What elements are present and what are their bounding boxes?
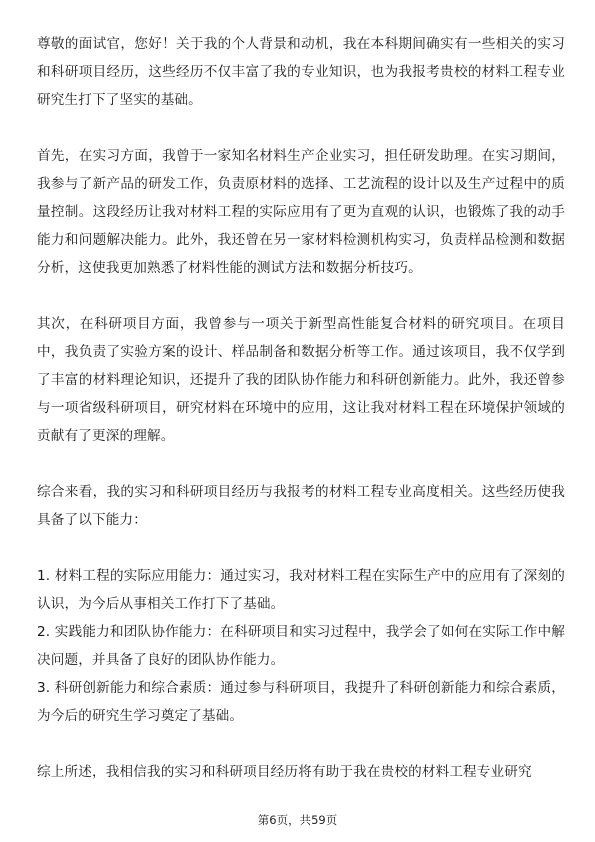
paragraph-greeting: 尊敬的面试官，您好！关于我的个人背景和动机，我在本科期间确实有一些相关的实习和科研项目经历，这些经历不仅丰富了我的专业知识，也为我报考贵校的材料工程专业研究生打下了坚实的基础。 bbox=[37, 36, 565, 108]
paragraph-summary: 综合来看，我的实习和科研项目经历与我报考的材料工程专业高度相关。这些经历使我具备了以下能力： bbox=[37, 484, 565, 528]
paragraph-internship: 首先，在实习方面，我曾于一家知名材料生产企业实习，担任研发助理。在实习期间，我参与了新产品的研发工作，负责原材料的选择、工艺流程的设计以及生产过程中的质量控制。这段经历让我对材料工程的实际应用有了更为直观的认识，也锻炼了我的动手能力和问题解决能力。此外，我还曾在另一家材料检测机构实习，负责样品检测和数据分析，这使我更加熟悉了材料性能的测试方法和数据分析技巧。 bbox=[37, 148, 565, 276]
page-number: 第6页，共59页 bbox=[257, 813, 338, 827]
list-item: 1. 材料工程的实际应用能力：通过实习，我对材料工程在实际生产中的应用有了深刻的认识，为今后从事相关工作打下了基础。 bbox=[37, 568, 565, 612]
paragraph-research: 其次，在科研项目方面，我曾参与一项关于新型高性能复合材料的研究项目。在项目中，我负责了实验方案的设计、样品制备和数据分析等工作。通过该项目，我不仅学到了丰富的材料理论知识，还提升了我的团队协作能力和科研创新能力。此外，我还曾参与一项省级科研项目，研究材料在环境中的应用，这让我对材料工程在环境保护领域的贡献有了更深的理解。 bbox=[37, 316, 565, 444]
document-body bbox=[37, 30, 565, 786]
list-item: 3. 科研创新能力和综合素质：通过参与科研项目，我提升了科研创新能力和综合素质，为今后的研究生学习奠定了基础。 bbox=[37, 680, 565, 724]
list-item: 2. 实践能力和团队协作能力：在科研项目和实习过程中，我学会了如何在实际工作中解决问题，并具备了良好的团队协作能力。 bbox=[37, 624, 565, 668]
ability-list bbox=[37, 562, 565, 730]
paragraph-closing: 综上所述，我相信我的实习和科研项目经历将有助于我在贵校的材料工程专业研究 bbox=[37, 764, 532, 780]
